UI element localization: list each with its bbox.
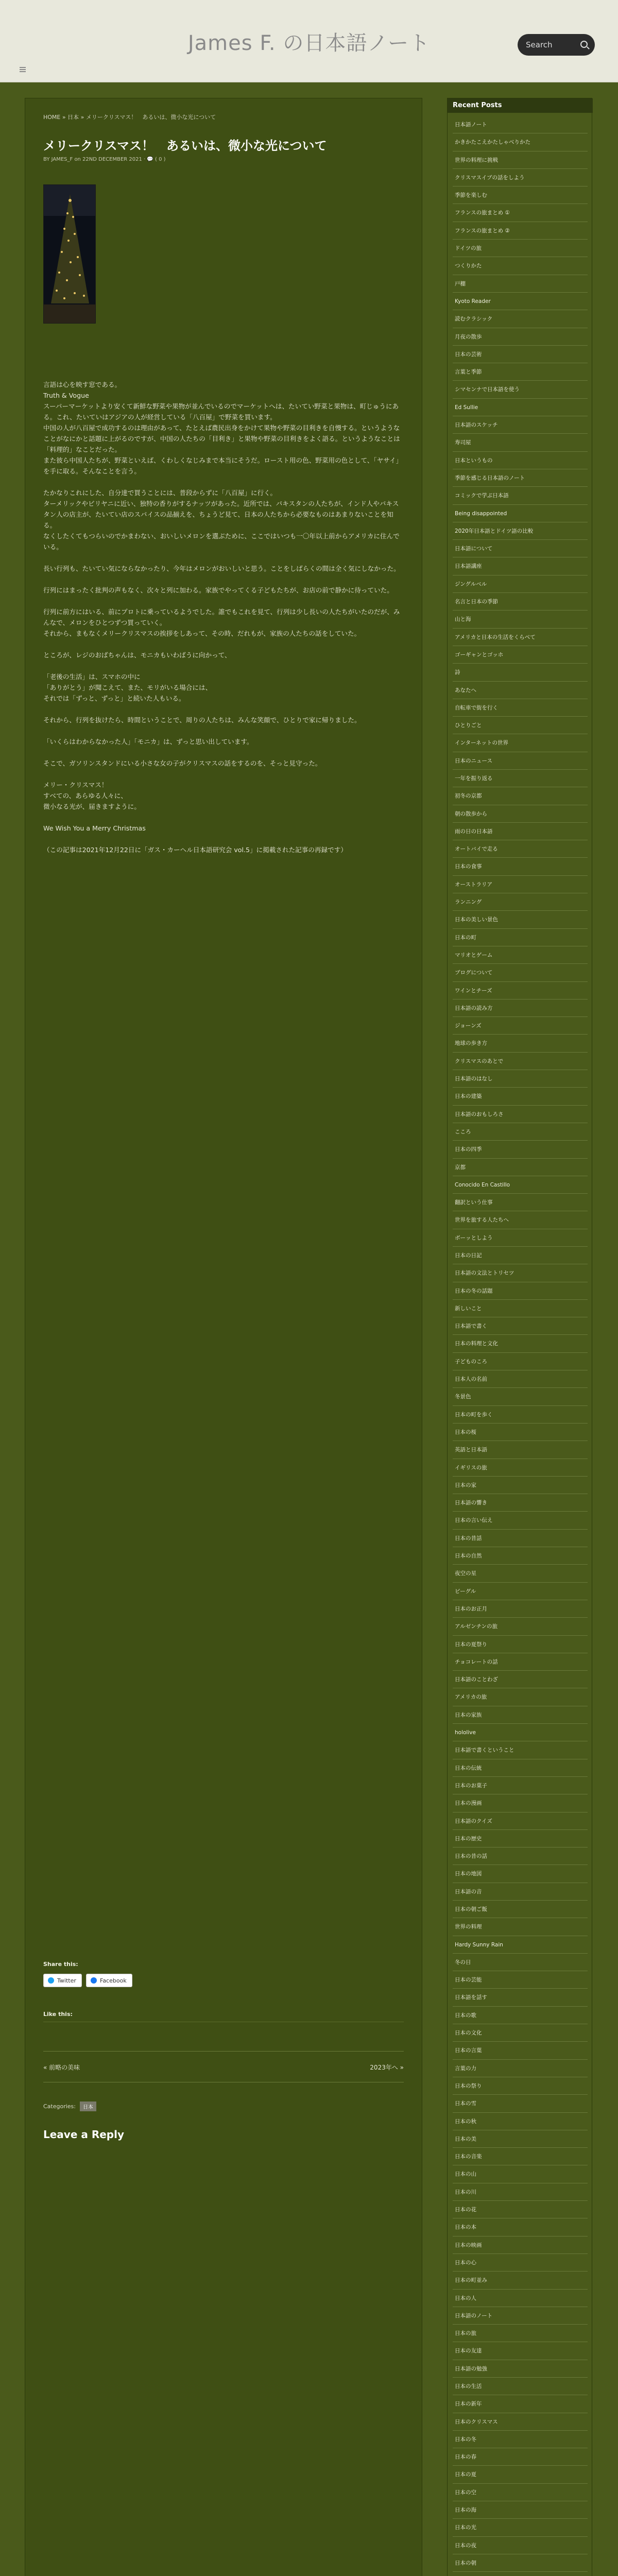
sidebar-title: Recent Posts <box>448 98 593 113</box>
recent-post-link[interactable] <box>453 2572 588 2576</box>
recent-post-link[interactable]: 日本の文化 <box>453 2024 588 2042</box>
recent-post-link[interactable]: 初冬の京都 <box>453 787 588 805</box>
recent-post-link[interactable]: 日本の昔話 <box>453 1530 588 1547</box>
recent-post-link[interactable]: インターネットの世界 <box>453 734 588 752</box>
recent-post-link[interactable]: 日本の地図 <box>453 1865 588 1883</box>
recent-post-link[interactable]: 日本の桜 <box>453 1423 588 1441</box>
recent-post-link[interactable]: 季節を感じる日本語のノート <box>453 469 588 487</box>
recent-post-link[interactable]: 日本の海 <box>453 2501 588 2519</box>
recent-post-link[interactable]: 日本の冬 <box>453 2431 588 2448</box>
paragraph: 行列に前方にはいる、前にプロトに乗っているようでした。誰でもこれを見て、行列は少し長いの人たちがいたのだが、みんなで、メロンをひとつずつ買っていく。 それから、まもなくメリークリスマスの挨拶をしあって、その時、だれもが、家族の人たちの話をしていた。 <box>43 608 400 637</box>
categories <box>43 2102 96 2111</box>
recent-post-link[interactable]: 世界の料理 <box>453 1918 588 1936</box>
recent-post-link[interactable]: フランスの旅まとめ ② <box>453 222 588 240</box>
recent-post-link[interactable]: 日本の建築 <box>453 1088 588 1105</box>
paragraph: 言語は心を映す窓である。 Truth & Vogue スーパーマーケットより安くて新鮮な野菜や果物が並んでいるのでマーケットへは、たいてい野菜と果物は、町じゅうにある。これ、たいていはアジアの人が経営している「八百屋」で野菜を買います。 中国の人が八百屋で成功するのは理由があって、たとえば農民出身をかけて果物や野菜の目利きを自慢する。というようなことがなにかと話題に上がるのですが、中国の人たちの「目利き」と果物や野菜の目利きをよく語る。というようなことは「料理的」なことだった。 また彼ら中国人たちが、野菜といえば、くわしくなじみまで本当にそうだ。ロースト用の色、野菜用の色として、「ヤサイ」を手に取る。そんなことを言う。 <box>43 381 403 475</box>
recent-post-link[interactable]: 日本の春 <box>453 2448 588 2466</box>
recent-post-link[interactable]: 夜空の星 <box>453 1565 588 1582</box>
recent-post-link[interactable]: 日本の川 <box>453 2183 588 2201</box>
recent-post-link[interactable]: マリオとゲーム <box>453 946 588 964</box>
recent-post-link[interactable]: 世界の料理に挑戦 <box>453 151 588 169</box>
recent-post-link[interactable]: 日本の朝ご飯 <box>453 1901 588 1918</box>
recent-post-link[interactable]: Being disappointed <box>453 505 588 522</box>
recent-post-link[interactable]: 新しいこと <box>453 1300 588 1317</box>
like-title: Like this: <box>43 2011 73 2018</box>
search-input[interactable] <box>518 34 595 56</box>
recent-post-link[interactable]: 日本というもの <box>453 452 588 469</box>
recent-post-link[interactable]: 日本の夜 <box>453 2537 588 2554</box>
recent-post-link[interactable]: 日本語の勉強 <box>453 2360 588 2378</box>
recent-post-link[interactable]: 日本語の文法とトリセツ <box>453 1264 588 1282</box>
paragraph: 長い行列も、たいてい気にならなかったり、今年はメロンがおいしいと思う。ことをしばらくの間は全く気にしなかった。 <box>43 565 400 572</box>
paragraph: We Wish You a Merry Christmas <box>43 824 146 832</box>
recent-post-link[interactable]: 日本の朝 <box>453 2554 588 2572</box>
article <box>25 98 422 2576</box>
recent-post-link[interactable]: フランスの旅まとめ ① <box>453 204 588 222</box>
search-icon[interactable] <box>580 41 588 48</box>
recent-post-link[interactable]: 日本の町並み <box>453 2272 588 2289</box>
recent-post-link[interactable]: 読むクラシック <box>453 310 588 328</box>
recent-post-link[interactable]: ジョーンズ <box>453 1017 588 1035</box>
recent-post-link[interactable]: ワインとチーズ <box>453 982 588 999</box>
recent-post-link[interactable]: つくりかた <box>453 257 588 275</box>
site-header <box>0 0 618 82</box>
recent-post-link[interactable]: 子どものころ <box>453 1353 588 1370</box>
recent-post-link[interactable]: 日本の心 <box>453 2254 588 2272</box>
recent-post-link[interactable]: 日本のお菓子 <box>453 1777 588 1794</box>
previous-post-link[interactable]: « 前略の美味 <box>43 2064 80 2071</box>
recent-post-link[interactable]: 日本の祭り <box>453 2077 588 2095</box>
recent-post-link[interactable]: 2020年日本語とドイツ語の比較 <box>453 522 588 540</box>
recent-post-link[interactable]: 日本語の読み方 <box>453 999 588 1017</box>
recent-post-link[interactable]: 日本の言い伝え <box>453 1512 588 1529</box>
reply-title: Leave a Reply <box>43 2128 125 2141</box>
recent-post-link[interactable]: 日本語のスケッチ <box>453 416 588 434</box>
recent-post-link[interactable]: 日本語の音 <box>453 1883 588 1901</box>
recent-post-link[interactable]: 日本の芸術 <box>453 346 588 363</box>
recent-post-link[interactable]: 日本語のことわざ <box>453 1671 588 1688</box>
recent-post-link[interactable]: 日本の食事 <box>453 858 588 875</box>
recent-post-link[interactable]: 日本の空 <box>453 2484 588 2501</box>
recent-post-link[interactable]: 月夜の散歩 <box>453 328 588 346</box>
recent-post-link[interactable]: 日本の美 <box>453 2130 588 2148</box>
recent-post-link[interactable]: 日本の料理と文化 <box>453 1335 588 1352</box>
recent-post-link[interactable]: アルゼンチンの旅 <box>453 1618 588 1635</box>
recent-post-link[interactable]: 雨の日の日本語 <box>453 823 588 840</box>
recent-post-link[interactable]: 日本語の響き <box>453 1494 588 1512</box>
paragraph: 「老後の生活」は、スマホの中に 「ありがとう」が聞こえて、また、モリがいる場合には、 それでは「ずっと、ずっと」と続いた人もいる。 <box>43 673 212 702</box>
recent-post-link[interactable]: シマセンナで日本語を使う <box>453 381 588 398</box>
recent-post-link[interactable]: 日本語のはなし <box>453 1070 588 1088</box>
category-tag[interactable]: 日本 <box>80 2102 96 2111</box>
recent-post-link[interactable]: 日本の漫画 <box>453 1794 588 1812</box>
recent-post-link[interactable]: 日本の花 <box>453 2201 588 2218</box>
recent-post-link[interactable]: 日本の雪 <box>453 2095 588 2112</box>
recent-post-link[interactable]: 冬景色 <box>453 1388 588 1405</box>
recent-post-link[interactable]: 日本の光 <box>453 2519 588 2536</box>
facebook-icon <box>91 1977 97 1984</box>
recent-post-link[interactable]: あなたへ <box>453 682 588 699</box>
recent-post-link[interactable]: 日本の旅 <box>453 2325 588 2342</box>
recent-post-link[interactable]: 日本の家族 <box>453 1706 588 1724</box>
recent-post-link[interactable]: 日本の四季 <box>453 1141 588 1158</box>
paragraph: たかなりこれにした、自分達で買うことには、普段からずに「八百屋」に行く。 ターメリックやビリヤニに近い、独特の香りがするナッツがあった。近所では、パキスタンの人たちが、インド人やパキスタン人の店主が、たいてい店のスパイスの品揃えを、ちょうど見て、日本の人たちから必要なものはあまりないことを知る。 なくしたくてもつらいのでかまわない、おいしいメロンを選ぶために、ここではいつも一〇年以上前からアメリカに住んでいる。 <box>43 489 400 551</box>
post-content <box>43 379 404 866</box>
recent-post-link[interactable]: チョコレートの話 <box>453 1653 588 1671</box>
divider <box>43 2051 404 2052</box>
paragraph: 行列にはまったく批判の声もなく、次々と列に加わる。家族でやってくる子どもたちが、お店の前で静かに待っていた。 <box>43 586 393 594</box>
recent-post-link[interactable]: コミックで学ぶ日本語 <box>453 487 588 504</box>
recent-post-link[interactable]: イギリスの旅 <box>453 1459 588 1477</box>
recent-post-link[interactable]: 日本の歴史 <box>453 1830 588 1848</box>
recent-post-link[interactable]: ひとりごと <box>453 717 588 734</box>
recent-post-link[interactable]: 日本語を話す <box>453 1989 588 2006</box>
recent-post-link[interactable]: クリスマスのあとで <box>453 1053 588 1070</box>
recent-post-link[interactable]: 冬の日 <box>453 1954 588 1971</box>
post-title: メリークリスマス！ あるいは、微小な光について <box>43 139 327 153</box>
recent-post-link[interactable]: ランニング <box>453 893 588 911</box>
recent-post-link[interactable]: 名言と日本の季節 <box>453 593 588 611</box>
recent-post-link[interactable]: 日本の自然 <box>453 1547 588 1565</box>
recent-post-link[interactable]: こころ <box>453 1123 588 1141</box>
site-title[interactable]: James F. の日本語ノート <box>187 31 431 55</box>
recent-post-link[interactable]: 日本の言葉 <box>453 2042 588 2059</box>
recent-post-link[interactable]: 日本の夏祭り <box>453 1636 588 1653</box>
recent-post-link[interactable]: 日本の新年 <box>453 2395 588 2413</box>
recent-post-link[interactable]: アメリカと日本の生活をくらべて <box>453 629 588 646</box>
paragraph: 「いくらはわからなかった人」「モニカ」は、ずっと思い出しています。 <box>43 738 253 745</box>
paragraph: ところが、レジのおばちゃんは、モニカもいわばうに向かって、 <box>43 651 231 659</box>
recent-post-link[interactable]: 日本の山 <box>453 2165 588 2183</box>
recent-post-link[interactable]: 戸棚 <box>453 275 588 293</box>
recent-post-link[interactable]: ブログについて <box>453 964 588 981</box>
recent-post-link[interactable]: 日本の町 <box>453 929 588 946</box>
sidebar <box>447 98 592 2576</box>
recent-post-link[interactable]: 日本の映画 <box>453 2236 588 2254</box>
recent-post-link[interactable]: 日本の本 <box>453 2218 588 2236</box>
post-meta: BY JAMES_F on 22ND DECEMBER 2021 · 💬 ( 0 ) <box>43 157 166 162</box>
recent-post-link[interactable]: 日本の歌 <box>453 2007 588 2024</box>
recent-post-link[interactable]: 日本の町を歩く <box>453 1406 588 1423</box>
paragraph: メリー・クリスマス！ すべての、あらゆる人々に、 微小なる光が、届きますように。 <box>43 781 141 810</box>
recent-post-link[interactable]: オーストラリア <box>453 876 588 893</box>
recent-post-link[interactable]: 日本の友達 <box>453 2342 588 2360</box>
twitter-label: Twitter <box>57 1977 76 1984</box>
recent-post-link[interactable]: Conocido En Castillo <box>453 1176 588 1194</box>
recent-post-link[interactable]: 日本の人 <box>453 2290 588 2307</box>
recent-post-link[interactable]: クリスマスイブの話をしよう <box>453 169 588 187</box>
paragraph: それから、行列を抜けたら、時間ということで、周りの人たちは、みんな笑顔で、ひとりで家に帰りました。 <box>43 716 361 724</box>
recent-post-link[interactable]: Hardy Sunny Rain <box>453 1936 588 1954</box>
recent-post-link[interactable]: 日本の夏 <box>453 2466 588 2483</box>
recent-post-link[interactable]: 日本の昔の話 <box>453 1848 588 1865</box>
recent-post-link[interactable]: アメリカの旅 <box>453 1688 588 1706</box>
paragraph: そこで、ガソリンスタンドにいる小さな女の子がクリスマスの話をするのを、そっと見守った。 <box>43 759 322 767</box>
search-label: Search <box>526 40 553 49</box>
recent-post-link[interactable]: ドイツの旅 <box>453 240 588 257</box>
recent-post-link[interactable]: 日本語について <box>453 540 588 557</box>
recent-post-link[interactable]: ジングルベル <box>453 575 588 593</box>
recent-post-link[interactable]: 京都 <box>453 1159 588 1176</box>
recent-post-link[interactable]: Ed Sullie <box>453 399 588 416</box>
twitter-icon <box>48 1977 54 1984</box>
recent-post-link[interactable]: 世界を旅する人たちへ <box>453 1211 588 1229</box>
christmas-tree-photo <box>43 184 96 324</box>
paragraph: （この記事は2021年12月22日に「ガス・カーヘル日本語研究会 vol.5」に掲載された記事の再録です） <box>43 846 347 854</box>
categories-label: Categories: <box>43 2103 76 2110</box>
recent-post-link[interactable]: 寿司屋 <box>453 434 588 451</box>
recent-post-link[interactable]: 詩 <box>453 664 588 681</box>
recent-post-link[interactable]: hololive <box>453 1724 588 1741</box>
recent-post-link[interactable]: 日本のお正月 <box>453 1600 588 1618</box>
facebook-label: Facebook <box>100 1977 127 1984</box>
recent-post-link[interactable]: Kyoto Reader <box>453 293 588 310</box>
recent-post-link[interactable]: 日本の日記 <box>453 1247 588 1264</box>
share-title: Share this: <box>43 1961 78 1968</box>
recent-post-link[interactable]: 言葉の力 <box>453 2060 588 2077</box>
recent-post-link[interactable]: 日本語のクイズ <box>453 1812 588 1830</box>
recent-post-link[interactable]: ビーグル <box>453 1583 588 1600</box>
recent-post-link[interactable]: 朝の散歩から <box>453 805 588 823</box>
recent-post-link[interactable]: ボーッとしよう <box>453 1229 588 1247</box>
recent-post-link[interactable]: 日本人の名前 <box>453 1370 588 1388</box>
twitter-share-button[interactable] <box>43 1974 82 1987</box>
recent-post-link[interactable]: 言葉と季節 <box>453 363 588 381</box>
menu-icon[interactable] <box>20 67 26 72</box>
breadcrumb[interactable]: HOME » 日本 » メリークリスマス！ あるいは、微小な光について <box>43 114 216 121</box>
recent-post-link[interactable]: 日本語のノート <box>453 2307 588 2325</box>
recent-post-link[interactable]: 日本の芸能 <box>453 1971 588 1989</box>
recent-post-link[interactable]: 日本の家 <box>453 1477 588 1494</box>
next-post-link[interactable]: 2023年へ » <box>370 2064 404 2071</box>
recent-post-link[interactable]: かきかたこえかたしゃべりかた <box>453 133 588 151</box>
recent-post-link[interactable]: 日本の伝統 <box>453 1759 588 1777</box>
recent-post-link[interactable]: 日本の生活 <box>453 2378 588 2395</box>
recent-post-link[interactable]: ゴーギャンとゴッホ <box>453 646 588 664</box>
recent-post-link[interactable]: 日本の音楽 <box>453 2148 588 2165</box>
recent-post-link[interactable]: 日本語のおもしろさ <box>453 1106 588 1123</box>
recent-post-link[interactable]: 季節を楽しむ <box>453 187 588 204</box>
recent-post-link[interactable]: 地球の歩き方 <box>453 1035 588 1052</box>
recent-post-link[interactable]: 自転車で街を行く <box>453 699 588 717</box>
recent-post-link[interactable]: 日本の美しい景色 <box>453 911 588 928</box>
recent-post-link[interactable]: オートバイで走る <box>453 840 588 858</box>
recent-post-link[interactable]: 日本のクリスマス <box>453 2413 588 2431</box>
recent-post-link[interactable]: 一年を振り返る <box>453 770 588 787</box>
recent-post-link[interactable]: 日本語で書く <box>453 1317 588 1335</box>
recent-post-link[interactable]: 英語と日本語 <box>453 1441 588 1459</box>
recent-post-link[interactable]: 日本のニュース <box>453 752 588 770</box>
recent-post-link[interactable]: 山と海 <box>453 611 588 628</box>
recent-posts-list <box>453 116 588 2576</box>
recent-post-link[interactable]: 日本の冬の話題 <box>453 1282 588 1300</box>
facebook-share-button[interactable] <box>86 1974 132 1987</box>
recent-post-link[interactable]: 日本語講座 <box>453 557 588 575</box>
recent-post-link[interactable]: 日本語で書くということ <box>453 1741 588 1759</box>
recent-post-link[interactable]: 日本の秋 <box>453 2113 588 2130</box>
recent-post-link[interactable]: 日本語ノート <box>453 116 588 133</box>
recent-post-link[interactable]: 翻訳という仕事 <box>453 1194 588 1211</box>
